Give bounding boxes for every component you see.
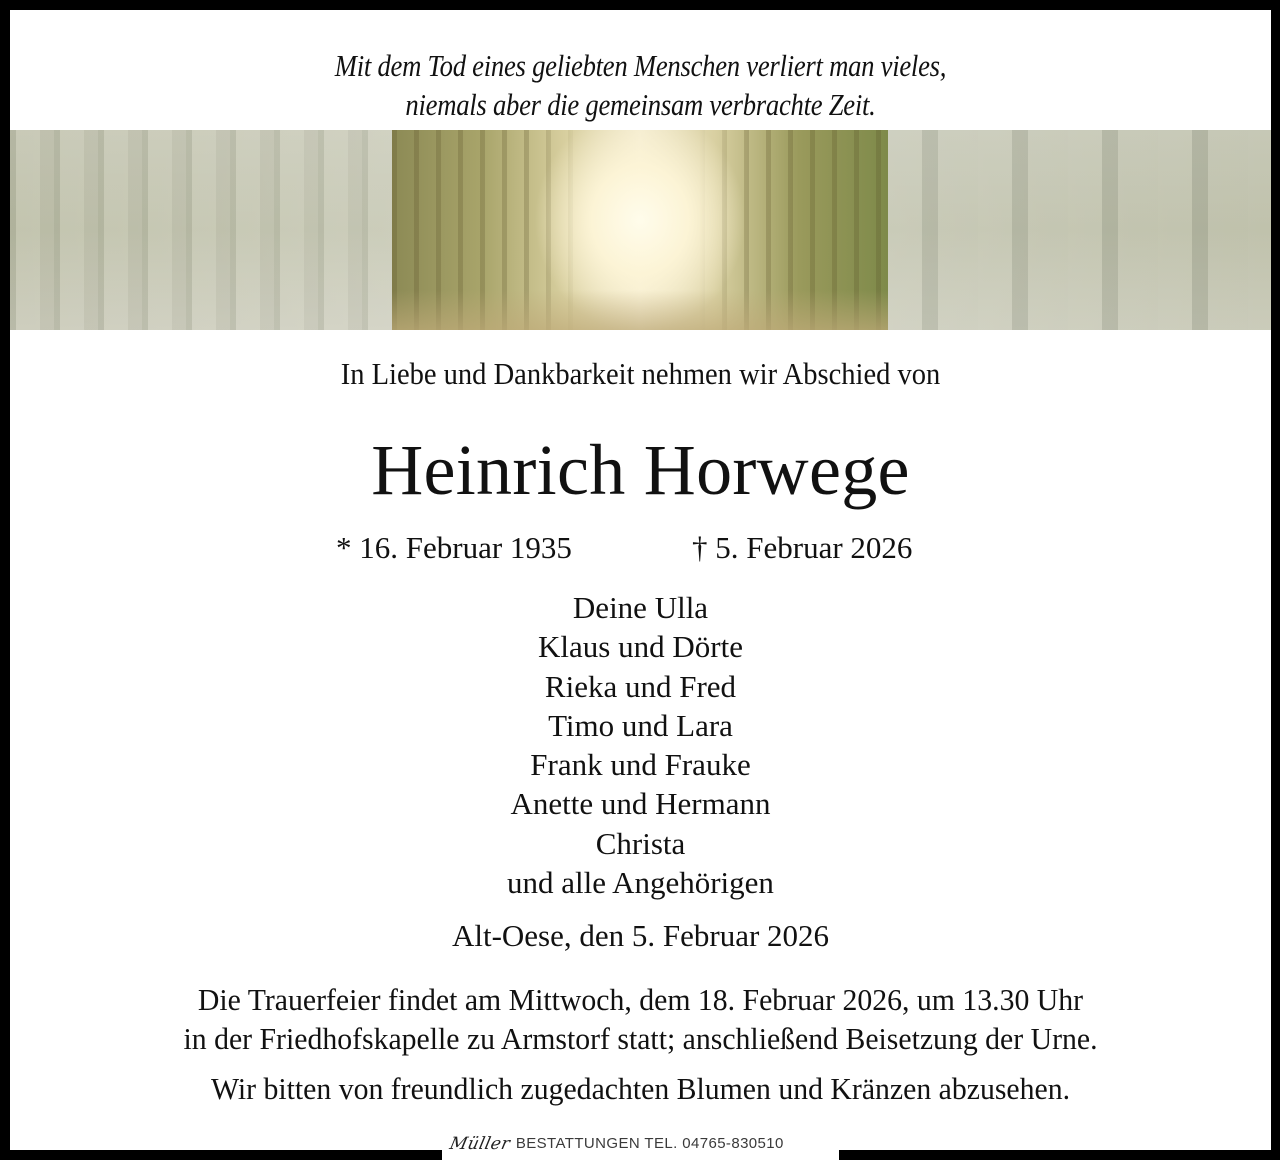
ceremony-info xyxy=(35,980,1246,1058)
forest-image-left-panel xyxy=(10,130,392,330)
place-and-date: Alt-Oese, den 5. Februar 2026 xyxy=(451,918,830,953)
funeral-home-phone: BESTATTUNGEN TEL. 04765-830510 xyxy=(515,1135,784,1152)
motto-line-2: niemals aber die gemeinsam verbrachte Zeit. xyxy=(405,87,876,122)
mourner: Frank und Frauke xyxy=(530,747,751,783)
forest-road xyxy=(392,290,888,330)
flower-request: Wir bitten von freundlich zugedachten Blumen und Kränzen abzusehen. xyxy=(210,1071,1071,1106)
ceremony-line-2: in der Friedhofskapelle zu Armstorf statt; anschließend Beisetzung der Urne. xyxy=(183,1021,1098,1056)
mourner: Klaus und Dörte xyxy=(538,629,743,665)
funeral-home-signature-logo: Müller xyxy=(447,1133,512,1154)
death-date: † 5. Februar 2026 xyxy=(692,530,913,565)
ceremony-line-1: Die Trauerfeier findet am Mittwoch, dem 18. Februar 2026, um 13.30 Uhr xyxy=(197,982,1084,1017)
funeral-home-credit xyxy=(442,1127,839,1160)
birth-date: * 16. Februar 1935 xyxy=(336,530,572,565)
forest-path-image-center-panel xyxy=(392,130,888,330)
forest-image-right-panel xyxy=(888,130,1271,330)
mourner: Timo und Lara xyxy=(548,707,733,743)
mourner: Rieka und Fred xyxy=(544,668,737,704)
mourner: Anette und Hermann xyxy=(510,786,771,822)
motto-quote xyxy=(98,46,1182,124)
intro-line: In Liebe und Dankbarkeit nehmen wir Abschied von xyxy=(340,356,941,391)
mourners-list xyxy=(10,588,1271,902)
deceased-name: Heinrich Horwege xyxy=(371,430,910,510)
motto-line-1: Mit dem Tod eines geliebten Menschen verliert man vieles, xyxy=(334,48,947,83)
mourner: Deine Ulla xyxy=(572,590,709,625)
header-forest-image xyxy=(10,130,1271,330)
mourner: und alle Angehörigen xyxy=(507,865,774,901)
mourner: Christa xyxy=(595,825,686,861)
obituary-notice xyxy=(10,10,1271,1150)
